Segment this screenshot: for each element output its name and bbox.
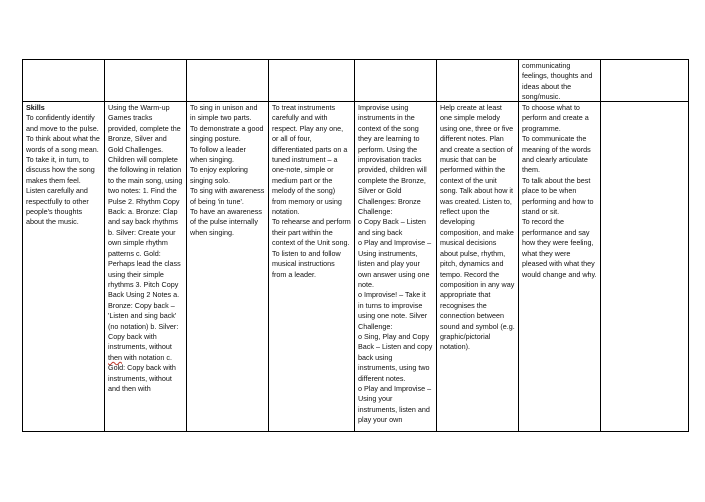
warmup-games-cell — [105, 102, 187, 432]
table-cell — [105, 60, 187, 102]
improvise-cell — [355, 102, 437, 432]
skills-text: To confidently identify and move to the pulse. To think about what the words of a song mean. To take it, in turn, to discuss how the song makes them feel. Listen carefully and respectfully to other people's thoughts about the music. — [26, 113, 100, 227]
table-cell — [355, 60, 437, 102]
curriculum-table — [22, 59, 689, 432]
table-cell — [519, 60, 601, 102]
spelling-flag: then — [108, 352, 122, 362]
table-cell — [23, 60, 105, 102]
table-row — [23, 60, 689, 102]
warmup-text: Using the Warm-up Games tracks provided, complete the Bronze, Silver and Gold Challenges. Children will complete the following in relation to the main song, using two notes: 1. Find the Pulse 2. Rhythm Copy Back: a. Bronze: Clap and say back rhythms b. Silver: Create your own simple rhythm patterns c. Gold: Perhaps lead the class using their simple rhythms 3. Pitch Copy Back Using 2 Notes a. Bronze: Copy back – 'Listen and sing back' (no notation) b. Silver: Copy back with instruments, without — [108, 103, 185, 352]
skills-cell — [23, 102, 105, 432]
table-cell — [187, 60, 269, 102]
table-cell — [601, 60, 689, 102]
warmup-text-end: with notation c. Gold: Copy back with instruments, without and then with — [108, 352, 178, 393]
playing-text: To treat instruments carefully and with respect. Play any one, or all of four, differentiated parts on a tuned instrument – a one-note, simple or medium part or the melody of the song) from memory or using notation. To rehearse and perform their part within the context of the Unit song. To listen to and follow musical instructions from a leader. — [272, 103, 351, 279]
perform-text: To choose what to perform and create a programme. To communicate the meaning of the words and clearly articulate them. To talk about the best place to be when performing and how to stand or sit. To record the performance and say how they were feeling, what they were pleased with what they would change and why. — [522, 103, 597, 279]
singing-text: To sing in unison and in simple two parts. To demonstrate a good singing posture. To follow a leader when singing. To enjoy exploring singing solo. To sing with awareness of being 'in tune'. To have an awareness of the pulse internally when singing. — [190, 103, 265, 237]
compose-text: Help create at least one simple melody using one, three or five different notes. Plan and create a section of music that can be performed within the context of the unit song. Talk about how it was created. Listen to, reflect upon the developing composition, and make musical decisions about pulse, rhythm, pitch, dynamics and tempo. Record the composition in any way appropriate that recognises the connection between sound and symbol (e.g. graphic/pictorial notation). — [440, 103, 517, 352]
compose-cell — [437, 102, 519, 432]
perform-cell — [519, 102, 601, 432]
performance-continued-text: communicating feelings, thoughts and ideas about the song/music. — [522, 61, 595, 102]
table-cell — [601, 102, 689, 432]
singing-cell — [187, 102, 269, 432]
table-row — [23, 102, 689, 432]
improvise-text: Improvise using instruments in the context of the song they are learning to perform. Using the improvisation tracks provided, children will complete the Bronze, Silver or Gold Challenges: Bronze Challenge: o Copy Back – Listen and sing back o Play and Improvise – Using instruments, listen and play your own answer using one note. o Improvise! – Take it in turns to improvise using one note. Silver Challenge: o Sing, Play and Copy Back – Listen and copy back using instruments, using two different notes. o Play and Improvise – Using your instruments, listen and play your own — [358, 103, 433, 425]
table-cell — [269, 60, 355, 102]
skills-heading: Skills — [26, 103, 45, 112]
table-cell — [437, 60, 519, 102]
playing-cell — [269, 102, 355, 432]
